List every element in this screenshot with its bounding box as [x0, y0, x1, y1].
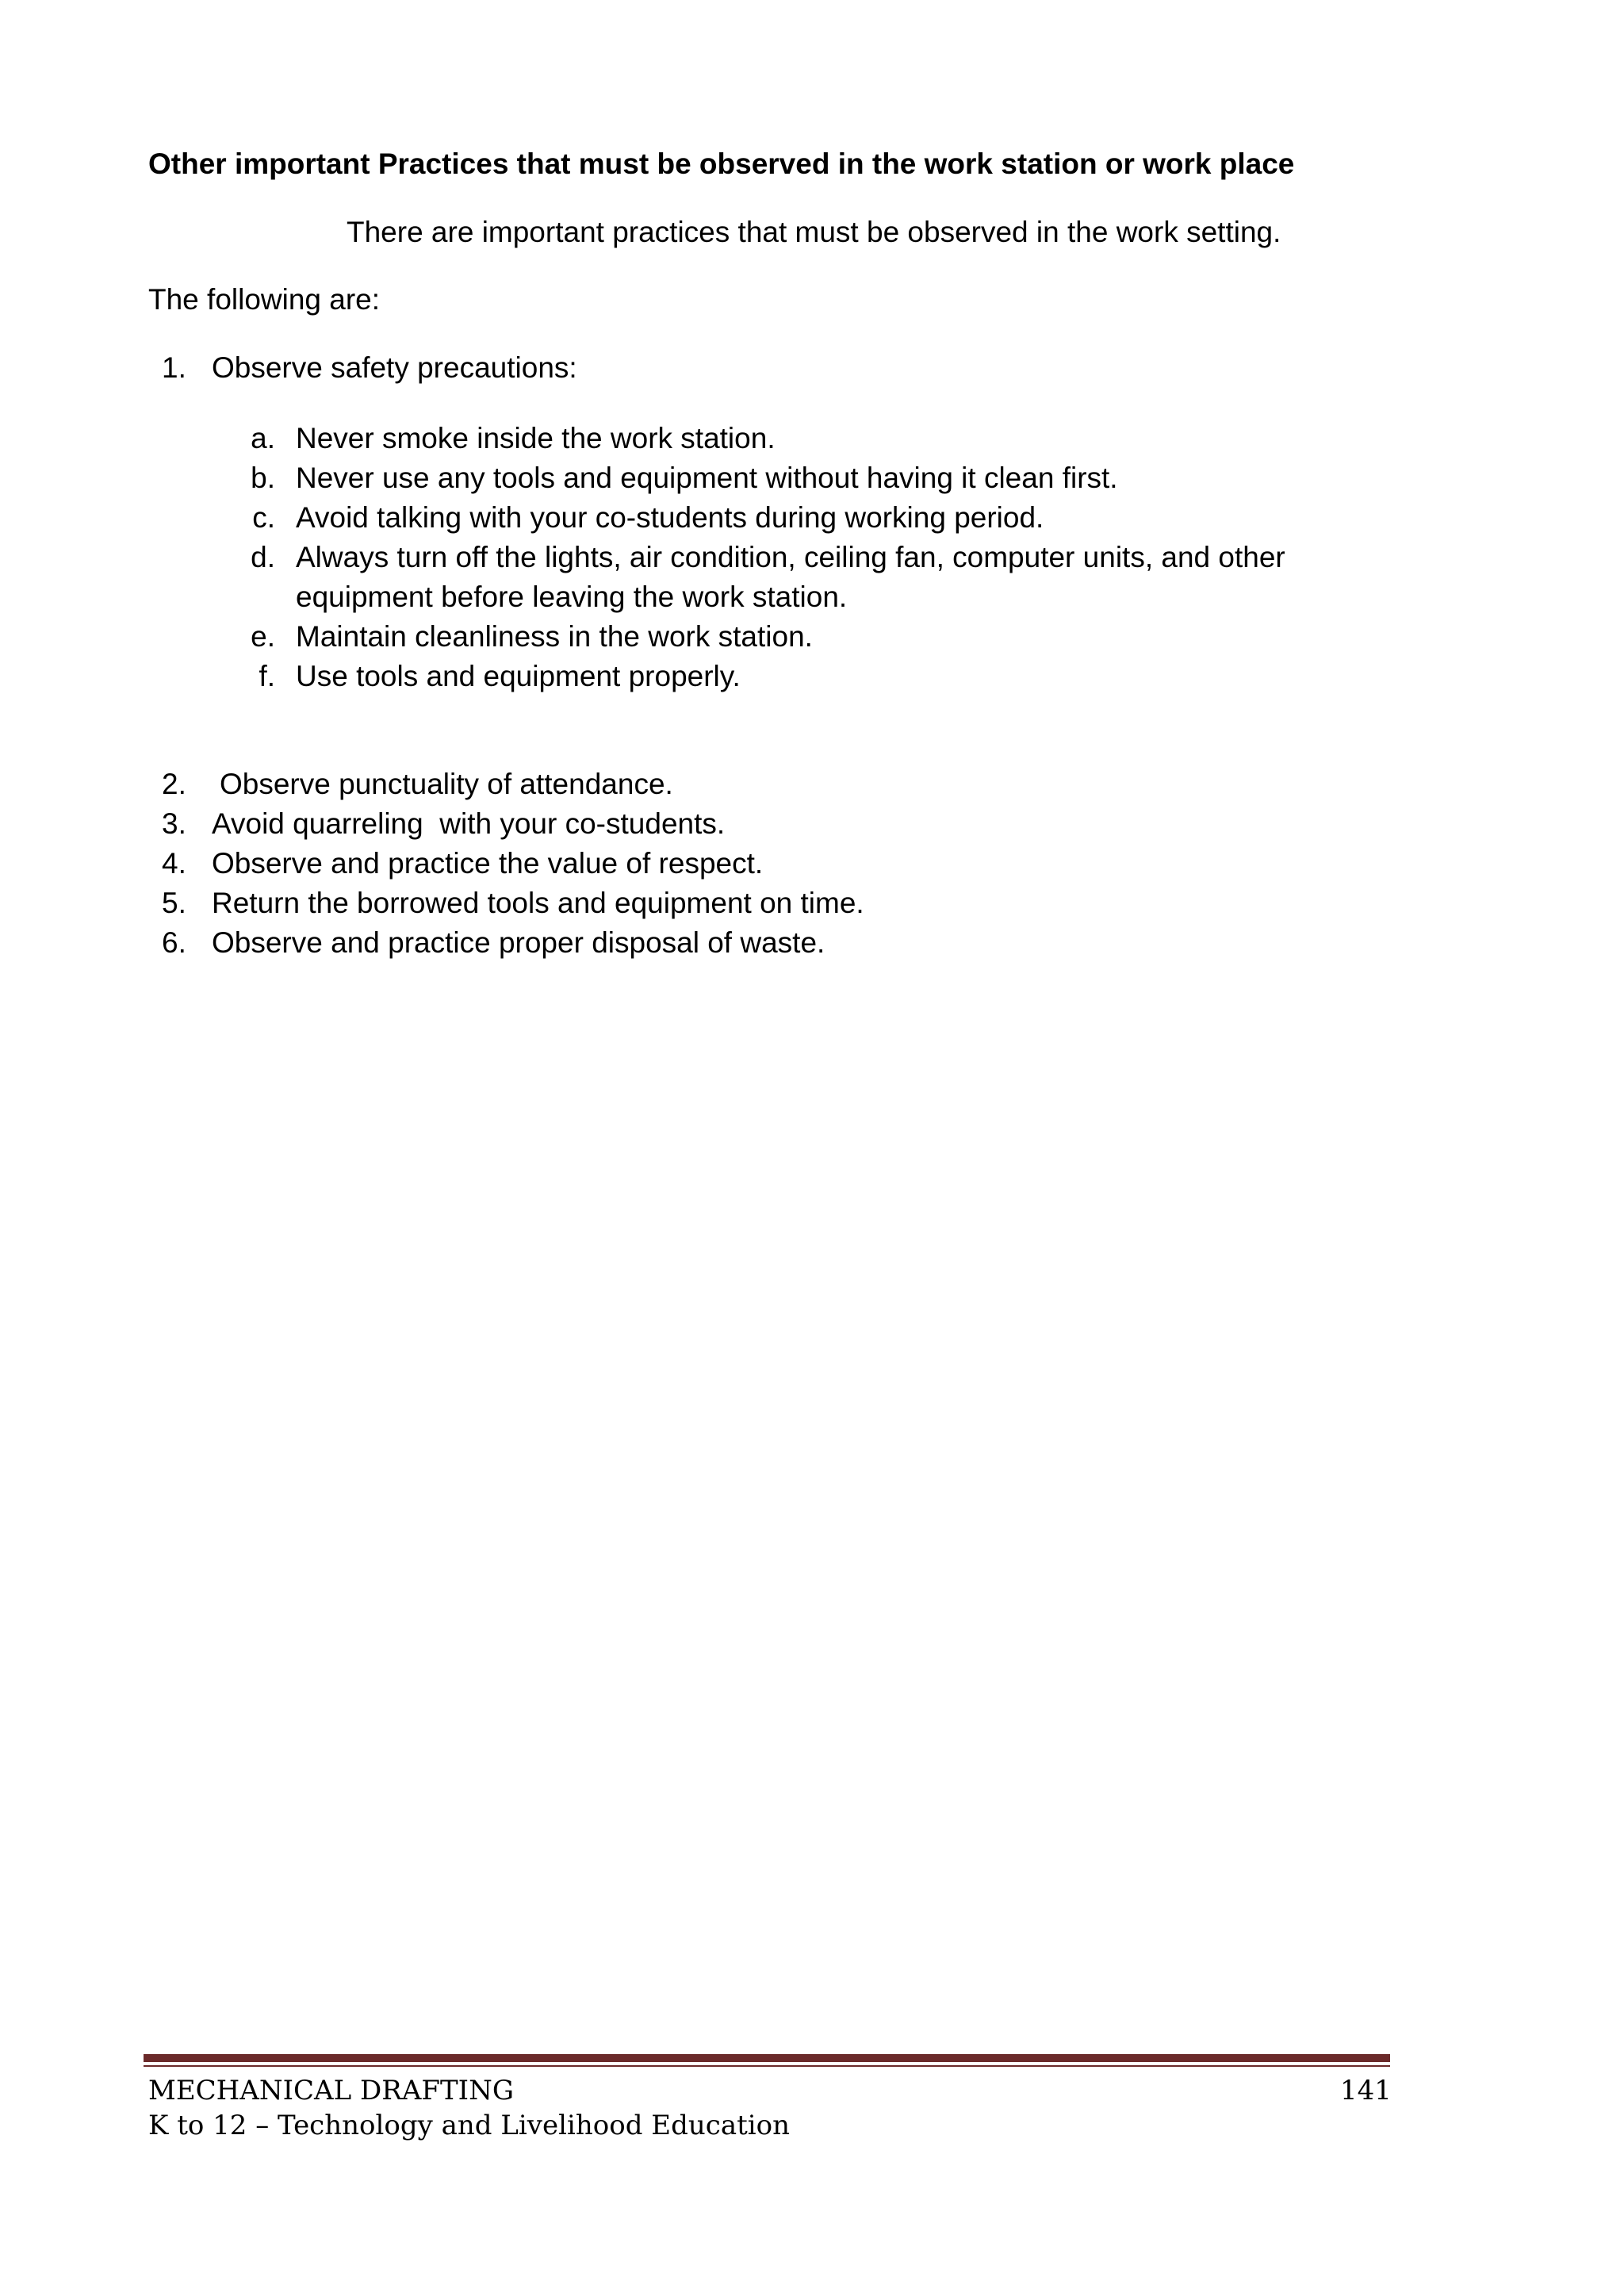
- sub-item-letter: a.: [251, 422, 275, 454]
- list-item-number: 1.: [162, 351, 186, 384]
- list-item-text: Observe punctuality of attendance.: [220, 768, 673, 800]
- footer-subtitle: K to 12 – Technology and Livelihood Education: [148, 2110, 790, 2141]
- sub-item-continuation-text: equipment before leaving the work station.: [296, 581, 848, 613]
- list-item-text: Observe and practice the value of respect.: [212, 847, 764, 880]
- sub-item-letter: d.: [251, 541, 275, 573]
- sub-item-text: Always turn off the lights, air condition, ceiling fan, computer units, and other: [296, 541, 1285, 573]
- sub-item-letter: b.: [251, 462, 275, 494]
- list-lead-in: The following are:: [148, 283, 381, 316]
- intro-paragraph: There are important practices that must be observed in the work setting.: [347, 216, 1281, 248]
- footer-rule: [144, 2054, 1390, 2062]
- sub-item-letter: e.: [251, 620, 275, 653]
- list-item-number: 6.: [162, 926, 186, 959]
- page-number: 141: [1340, 2075, 1392, 2106]
- sub-item-letter: c.: [252, 501, 275, 534]
- sub-item-text: Never smoke inside the work station.: [296, 422, 776, 454]
- list-item-text: Avoid quarreling with your co-students.: [212, 807, 726, 840]
- list-item-number: 5.: [162, 887, 186, 919]
- list-item-number: 2.: [162, 768, 186, 800]
- footer-rule-thin: [144, 2065, 1390, 2067]
- sub-item-text: Never use any tools and equipment without having it clean first.: [296, 462, 1118, 494]
- list-item-number: 4.: [162, 847, 186, 880]
- sub-item-text: Maintain cleanliness in the work station.: [296, 620, 813, 653]
- sub-item-letter: f.: [259, 660, 275, 692]
- list-item-text: Observe and practice proper disposal of waste.: [212, 926, 825, 959]
- section-heading: Other important Practices that must be observed in the work station or work place: [148, 148, 1295, 180]
- list-item-text: Return the borrowed tools and equipment on time.: [212, 887, 864, 919]
- list-item-number: 3.: [162, 807, 186, 840]
- sub-item-text: Use tools and equipment properly.: [296, 660, 741, 692]
- footer-title: MECHANICAL DRAFTING: [148, 2075, 515, 2106]
- list-item-text: Observe safety precautions:: [212, 351, 577, 384]
- sub-item-text: Avoid talking with your co-students during working period.: [296, 501, 1044, 534]
